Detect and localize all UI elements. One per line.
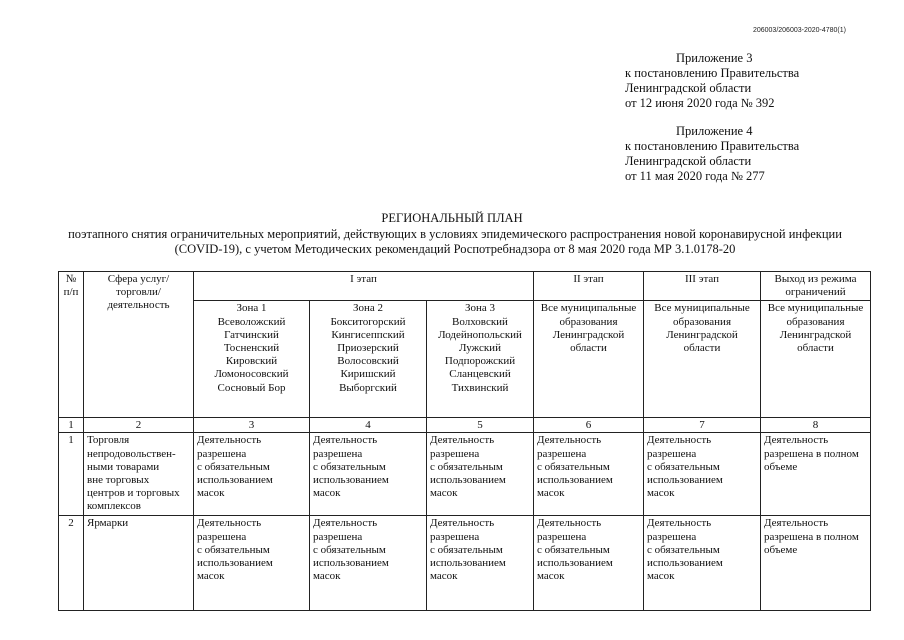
cell-line: объеме bbox=[764, 460, 798, 473]
header-stage-2: II этап bbox=[534, 272, 644, 301]
row-cell bbox=[310, 516, 427, 611]
cell-line: масок bbox=[647, 487, 675, 500]
appendix-4-line: от 11 мая 2020 года № 277 bbox=[625, 169, 765, 183]
header-row bbox=[59, 272, 871, 301]
appendix-3-block bbox=[625, 51, 799, 111]
cell-line: с обязательным bbox=[197, 543, 270, 556]
header-stage-3: III этап bbox=[644, 272, 761, 301]
row-number: 1 bbox=[59, 433, 84, 516]
zone-3-line: Тихвинский bbox=[451, 381, 509, 394]
cell-line: разрешена в полном bbox=[764, 530, 859, 543]
appendix-4-block bbox=[625, 124, 799, 184]
cell-line: использованием bbox=[197, 557, 273, 570]
row-sphere bbox=[84, 516, 194, 611]
cell-line: разрешена bbox=[647, 447, 697, 460]
zone-2-line: Зона 2 bbox=[352, 302, 384, 315]
cell-line: масок bbox=[430, 570, 458, 583]
row-cell bbox=[427, 516, 534, 611]
row-sphere-line: вне торговых bbox=[87, 474, 150, 487]
cell-line: Деятельность bbox=[313, 517, 378, 530]
cell-line: объеме bbox=[764, 543, 798, 556]
cell-line: разрешена bbox=[197, 530, 247, 543]
column-number: 1 bbox=[59, 418, 84, 433]
zone-2-line: Бокситогорский bbox=[330, 315, 406, 328]
header-sphere: Сфера услуг/торговли/ деятельность bbox=[84, 272, 194, 418]
cell-line: с обязательным bbox=[313, 543, 386, 556]
cell-line: Деятельность bbox=[647, 434, 712, 447]
cell-line: разрешена bbox=[313, 447, 363, 460]
stage-3-area-line: области bbox=[683, 342, 721, 355]
stage-2-area-cell bbox=[534, 301, 644, 418]
cell-line: с обязательным bbox=[647, 543, 720, 556]
row-sphere-line: Торговля bbox=[87, 434, 130, 447]
row-cell bbox=[310, 433, 427, 516]
header-exit: Выход из режима ограничений bbox=[761, 272, 871, 301]
cell-line: Деятельность bbox=[197, 434, 262, 447]
cell-line: использованием bbox=[313, 557, 389, 570]
document-subtitle: поэтапного снятия ограничительных мероприятий, действующих в условиях эпидемического распространения новой коронавирусной инфекции (COVID-19), с учетом Методических рекомендаций Роспотребнадзора от 8 мая 2020 года МР 3.1.0178-20 bbox=[68, 227, 842, 256]
cell-line: разрешена bbox=[537, 447, 587, 460]
row-sphere-line: непродовольствен- bbox=[87, 447, 176, 460]
cell-line: с обязательным bbox=[430, 460, 503, 473]
cell-line: с обязательным bbox=[537, 543, 610, 556]
stage-2-area-line: Ленинградской bbox=[552, 328, 625, 341]
zone-1-line: Всеволожский bbox=[217, 315, 286, 328]
zone-1-line: Ломоносовский bbox=[214, 368, 289, 381]
zone-3-line: Сланцевский bbox=[449, 368, 511, 381]
zone-1-line: Кировский bbox=[225, 355, 278, 368]
zone-2-line: Приозерский bbox=[337, 342, 399, 355]
cell-line: использованием bbox=[647, 474, 723, 487]
zone-1-line: Гатчинский bbox=[224, 328, 279, 341]
zone-3-line: Зона 3 bbox=[464, 302, 496, 315]
row-cell bbox=[534, 433, 644, 516]
header-stage-1: I этап bbox=[194, 272, 534, 301]
column-number: 5 bbox=[427, 418, 534, 433]
cell-line: разрешена bbox=[313, 530, 363, 543]
cell-line: масок bbox=[647, 570, 675, 583]
appendix-3-line: к постановлению Правительства bbox=[625, 66, 800, 80]
zone-3-line: Волховский bbox=[452, 315, 508, 328]
zone-3-line: Подпорожский bbox=[444, 355, 516, 368]
zone-1-cell bbox=[194, 301, 310, 418]
appendix-3-line: Ленинградской области bbox=[625, 81, 752, 95]
zone-2-line: Кингисеппский bbox=[331, 328, 405, 341]
exit-area-cell bbox=[761, 301, 871, 418]
cell-line: разрешена bbox=[537, 530, 587, 543]
cell-line: Деятельность bbox=[197, 517, 262, 530]
exit-area-line: области bbox=[797, 342, 834, 355]
row-sphere-line: Ярмарки bbox=[87, 517, 129, 530]
stage-2-area-line: образования bbox=[559, 315, 618, 328]
cell-line: Деятельность bbox=[764, 517, 829, 530]
zone-2-line: Волосовский bbox=[337, 355, 399, 368]
cell-line: с обязательным bbox=[430, 543, 503, 556]
document-title: РЕГИОНАЛЬНЫЙ ПЛАН bbox=[381, 211, 523, 225]
cell-line: масок bbox=[430, 487, 458, 500]
cell-line: с обязательным bbox=[537, 460, 610, 473]
stage-3-area-cell bbox=[644, 301, 761, 418]
column-number: 3 bbox=[194, 418, 310, 433]
cell-line: Деятельность bbox=[537, 434, 602, 447]
zone-3-line: Лодейнопольский bbox=[438, 328, 522, 341]
zone-2-cell bbox=[310, 301, 427, 418]
cell-line: масок bbox=[537, 570, 565, 583]
row-cell bbox=[644, 433, 761, 516]
column-number: 2 bbox=[84, 418, 194, 433]
column-number: 8 bbox=[761, 418, 871, 433]
cell-line: разрешена bbox=[197, 447, 247, 460]
cell-line: Деятельность bbox=[430, 517, 495, 530]
cell-line: Деятельность bbox=[647, 517, 712, 530]
regional-plan-table bbox=[58, 271, 871, 611]
row-cell bbox=[761, 433, 871, 516]
cell-line: использованием bbox=[430, 474, 506, 487]
stage-3-area-line: Все муниципальные bbox=[654, 302, 750, 315]
row-number: 2 bbox=[59, 516, 84, 611]
cell-line: с обязательным bbox=[197, 460, 270, 473]
cell-line: Деятельность bbox=[313, 434, 378, 447]
zone-1-line: Зона 1 bbox=[236, 302, 267, 315]
zone-1-line: Тосненский bbox=[223, 342, 280, 355]
column-numbers-row bbox=[59, 418, 871, 433]
row-sphere bbox=[84, 433, 194, 516]
stage-2-area-line: Все муниципальные bbox=[540, 302, 637, 315]
zone-2-line: Выборгский bbox=[339, 381, 397, 394]
stage-3-area-line: образования bbox=[672, 315, 732, 328]
exit-area-line: Все муниципальные bbox=[767, 302, 864, 315]
cell-line: использованием bbox=[430, 557, 506, 570]
zone-1-line: Сосновый Бор bbox=[217, 381, 286, 394]
cell-line: Деятельность bbox=[537, 517, 602, 530]
zone-3-cell bbox=[427, 301, 534, 418]
cell-line: разрешена в полном bbox=[764, 447, 859, 460]
cell-line: масок bbox=[197, 487, 225, 500]
cell-line: Деятельность bbox=[430, 434, 495, 447]
row-sphere-line: центров и торговых bbox=[87, 487, 180, 500]
cell-line: Деятельность bbox=[764, 434, 829, 447]
cell-line: разрешена bbox=[647, 530, 697, 543]
table-row bbox=[59, 516, 871, 611]
cell-line: масок bbox=[537, 487, 565, 500]
row-cell bbox=[194, 433, 310, 516]
cell-line: использованием bbox=[537, 557, 613, 570]
cell-line: с обязательным bbox=[647, 460, 720, 473]
column-number: 4 bbox=[310, 418, 427, 433]
row-cell bbox=[194, 516, 310, 611]
cell-line: использованием bbox=[197, 474, 273, 487]
cell-line: разрешена bbox=[430, 447, 480, 460]
cell-line: использованием bbox=[537, 474, 613, 487]
appendix-3-heading: Приложение 3 bbox=[676, 51, 753, 65]
cell-line: масок bbox=[197, 570, 225, 583]
row-cell bbox=[644, 516, 761, 611]
zone-3-line: Лужский bbox=[459, 342, 501, 355]
appendix-4-line: к постановлению Правительства bbox=[625, 139, 800, 153]
exit-area-line: образования bbox=[786, 315, 845, 328]
cell-line: разрешена bbox=[430, 530, 480, 543]
cell-line: использованием bbox=[647, 557, 723, 570]
column-number: 7 bbox=[644, 418, 761, 433]
row-cell bbox=[534, 516, 644, 611]
exit-area-line: Ленинградской bbox=[779, 328, 852, 341]
zone-2-line: Киришский bbox=[340, 368, 396, 381]
cell-line: масок bbox=[313, 570, 341, 583]
column-number: 6 bbox=[534, 418, 644, 433]
stage-2-area-line: области bbox=[570, 342, 607, 355]
row-sphere-line: комплексов bbox=[87, 500, 141, 513]
row-sphere-line: ными товарами bbox=[87, 460, 160, 473]
row-cell bbox=[761, 516, 871, 611]
stage-3-area-line: Ленинградской bbox=[666, 328, 738, 341]
table-row bbox=[59, 433, 871, 516]
header-num: № п/п bbox=[59, 272, 84, 418]
cell-line: с обязательным bbox=[313, 460, 386, 473]
cell-line: использованием bbox=[313, 474, 389, 487]
document-number: 206003/206003-2020-4780(1) bbox=[752, 27, 846, 34]
appendix-4-line: Ленинградской области bbox=[625, 154, 752, 168]
cell-line: масок bbox=[313, 487, 341, 500]
row-cell bbox=[427, 433, 534, 516]
appendix-3-line: от 12 июня 2020 года № 392 bbox=[625, 96, 775, 110]
appendix-4-heading: Приложение 4 bbox=[676, 124, 753, 138]
